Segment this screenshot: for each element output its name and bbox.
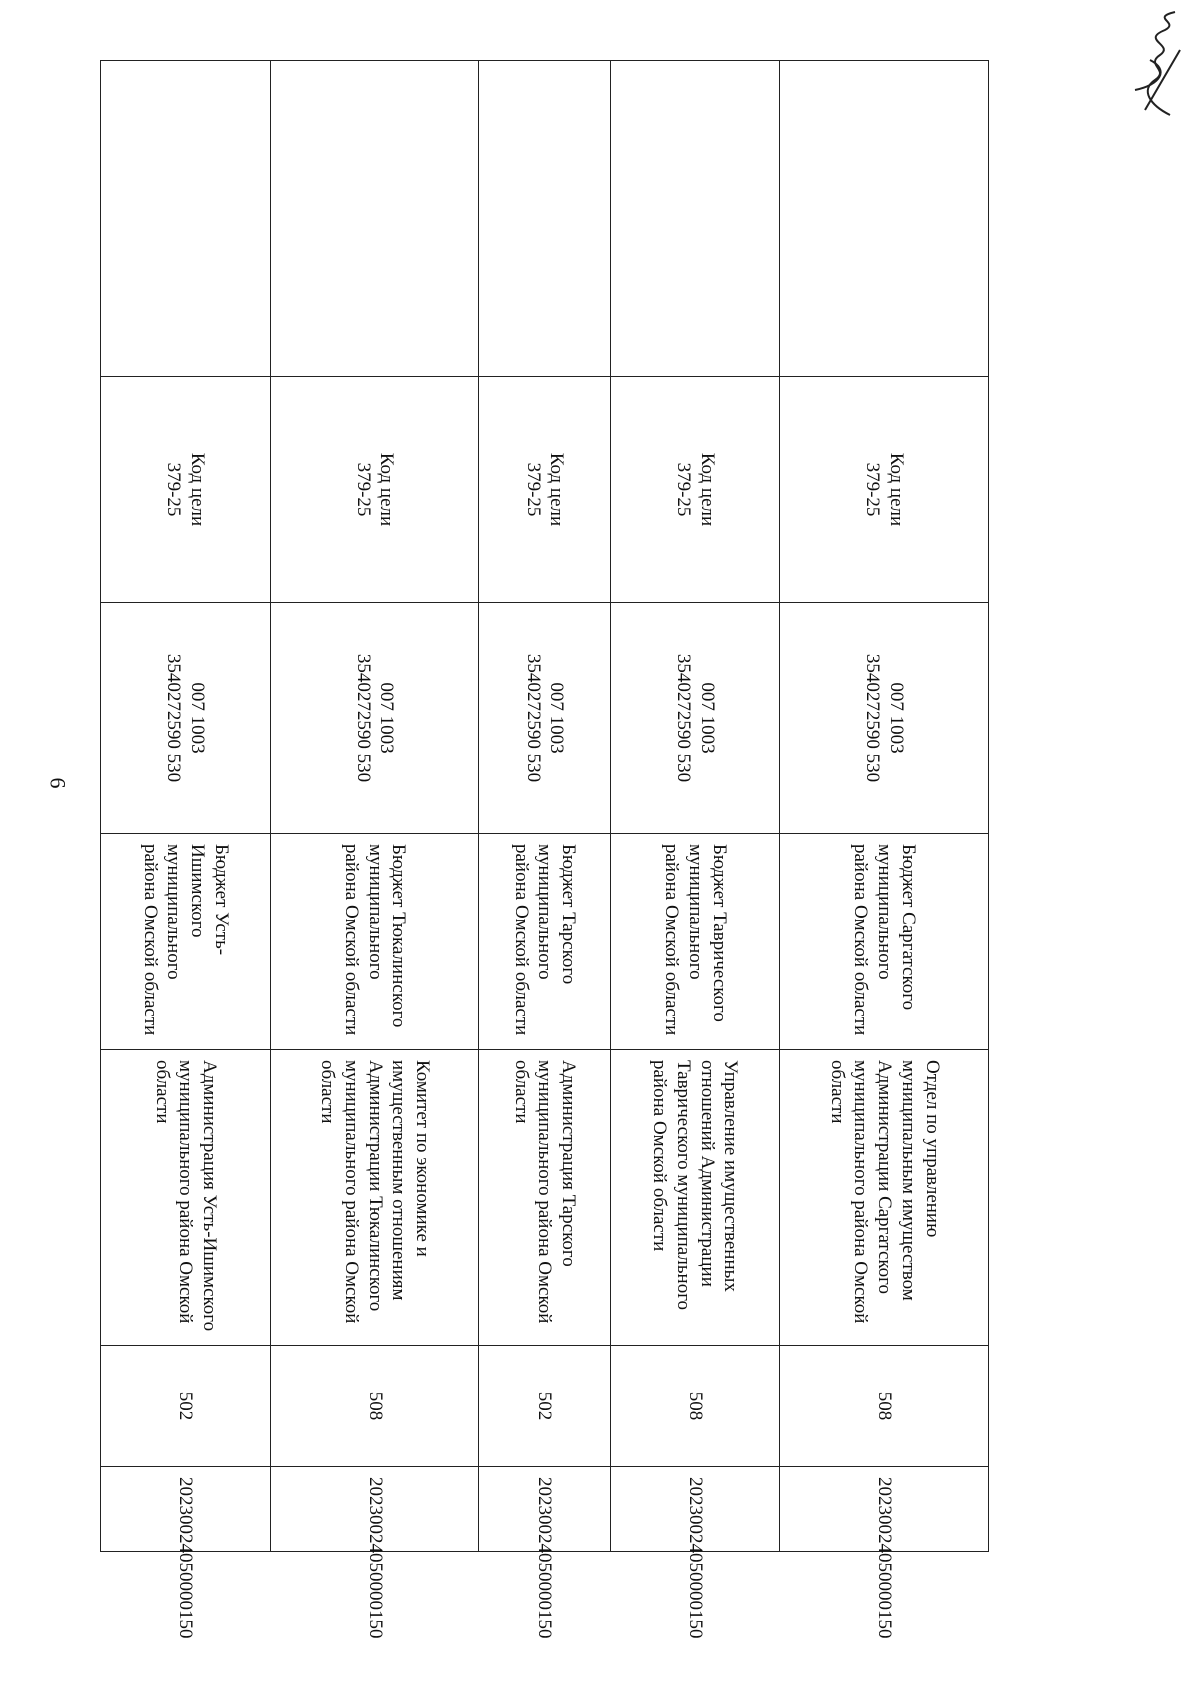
kbk-line2: 3540272590 530 — [352, 653, 374, 783]
kbk-line1: 007 1003 — [546, 682, 568, 754]
target-cell — [780, 377, 989, 603]
target-code: 379-25 — [862, 462, 884, 517]
kbk-line1: 007 1003 — [187, 682, 209, 754]
budget-cell: Бюджет Тюкалинского муниципального района Омской области — [270, 834, 479, 1050]
administrator-cell: Комитет по экономике и имущественным отношениям Администрации Тюкалинского муниципального района Омской области — [270, 1050, 479, 1346]
empty-cell — [101, 61, 271, 377]
target-label: Код цели — [885, 452, 907, 527]
target-cell — [479, 377, 610, 603]
income-code-cell: 20230024050000150 — [610, 1467, 780, 1552]
target-cell — [101, 377, 271, 603]
code-cell: 508 — [610, 1346, 780, 1467]
administrator-cell: Управление имущественных отношений Администрации Таврического муниципального района Омской области — [610, 1050, 780, 1346]
kbk-line1: 007 1003 — [696, 682, 718, 754]
code-cell: 508 — [780, 1346, 989, 1467]
target-code: 379-25 — [672, 462, 694, 517]
administrator-cell: Администрация Усть-Ишимского муниципального района Омской области — [101, 1050, 271, 1346]
budget-cell: Бюджет Тарского муниципального района Омской области — [479, 834, 610, 1050]
kbk-cell — [479, 603, 610, 834]
table-frame — [100, 60, 989, 1639]
table-row — [479, 61, 610, 1552]
table-row — [270, 61, 479, 1552]
target-code: 379-25 — [522, 462, 544, 517]
income-code-cell: 20230024050000150 — [780, 1467, 989, 1552]
code-cell: 502 — [101, 1346, 271, 1467]
kbk-line1: 007 1003 — [376, 682, 398, 754]
code-cell: 502 — [479, 1346, 610, 1467]
target-cell — [270, 377, 479, 603]
administrator-cell: Администрация Тарского муниципального района Омской области — [479, 1050, 610, 1346]
allocation-table — [100, 60, 989, 1639]
kbk-line2: 3540272590 530 — [163, 653, 185, 783]
administrator-cell: Отдел по управлению муниципальным имуществом Администрации Саргатского муниципального района Омской области — [780, 1050, 989, 1346]
kbk-line2: 3540272590 530 — [522, 653, 544, 783]
kbk-line2: 3540272590 530 — [672, 653, 694, 783]
budget-cell: Бюджет Саргатского муниципального района Омской области — [780, 834, 989, 1050]
budget-cell: Бюджет Таврического муниципального района Омской области — [610, 834, 780, 1050]
kbk-cell — [610, 603, 780, 834]
kbk-cell — [270, 603, 479, 834]
kbk-cell — [101, 603, 271, 834]
target-code: 379-25 — [163, 462, 185, 517]
code-cell: 508 — [270, 1346, 479, 1467]
target-cell — [610, 377, 780, 603]
kbk-line1: 007 1003 — [885, 682, 907, 754]
table-row — [101, 61, 271, 1552]
income-code-cell: 20230024050000150 — [101, 1467, 271, 1552]
table-row — [610, 61, 780, 1552]
kbk-line2: 3540272590 530 — [862, 653, 884, 783]
table-row — [780, 61, 989, 1552]
target-code: 379-25 — [352, 462, 374, 517]
income-code-cell: 20230024050000150 — [270, 1467, 479, 1552]
target-label: Код цели — [696, 452, 718, 527]
income-code-cell: 20230024050000150 — [479, 1467, 610, 1552]
target-label: Код цели — [376, 452, 398, 527]
empty-cell — [270, 61, 479, 377]
empty-cell — [479, 61, 610, 377]
kbk-cell — [780, 603, 989, 834]
target-label: Код цели — [546, 452, 568, 527]
signature-icon — [1120, 10, 1190, 120]
budget-cell: Бюджет Усть-Ишимского муниципального района Омской области — [101, 834, 271, 1050]
page-number: 6 — [45, 777, 71, 789]
empty-cell — [780, 61, 989, 377]
empty-cell — [610, 61, 780, 377]
target-label: Код цели — [187, 452, 209, 527]
